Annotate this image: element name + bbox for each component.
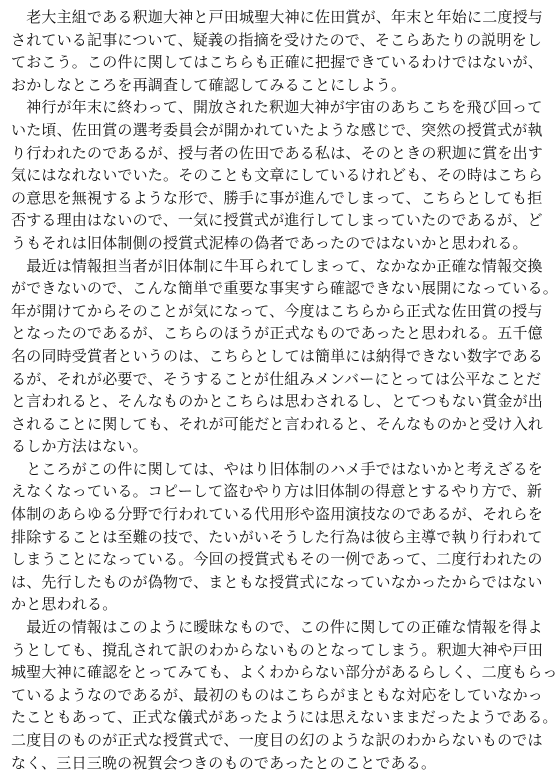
paragraph (11, 616, 558, 774)
text-line: ているようなのであるが、最初のものはこちらがまともな対応をしていなかっ (11, 685, 544, 704)
text-line: の意思を無視するような形で、勝手に事が進んでしまって、こちらとしても拒 (11, 188, 543, 207)
text-line: 最近は情報担当者が旧体制に牛耳られてしまって、なかなか正確な情報交換 (11, 256, 543, 275)
text-line: 二度目のものが正式な授賞式で、一度目の幻のような訳のわからないものでは (11, 731, 543, 749)
text-line: 最近の情報はこのように曖昧なもので、この件に関しての正確な情報を得よ (11, 618, 543, 637)
text-line: うもそれは旧体制側の授賞式泥棒の偽者であったのではないかと思われる。 (11, 233, 528, 252)
text-line: り行われたのであるが、授与者の佐田である私は、そのときの釈迦に賞を出す (11, 143, 544, 162)
text-line: うとしても、撹乱されて訳のわからないものとなってしまう。釈迦大神や戸田 (11, 640, 544, 659)
paragraph (11, 458, 544, 616)
paragraph (11, 96, 544, 254)
text-line: いた頃、佐田賞の選考委員会が開かれていたような感じで、突然の授賞式が執 (11, 120, 543, 139)
text-line: は、先行したものが偽物で、まともな授賞式になっていなかったからではない (11, 572, 543, 591)
text-line: えなくなっている。コピーして盗むやり方は旧体制の得意とするやり方で、新 (11, 482, 543, 501)
text-line: となったのであるが、こちらのほうが正式なものであったと思われる。五千億 (11, 324, 543, 343)
text-line: 名の同時受賞者というのは、こちらとしては簡単には納得できない数字である (11, 346, 544, 365)
text-line: るしか方法はない。 (11, 437, 148, 456)
text-line: ておこう。この件に関してはこちらも正確に把握できているわけではないが、 (11, 53, 544, 72)
text-line: るが、それが必要で、そうすることが仕組みメンバーにとっては公平なことだ (11, 369, 542, 388)
text-line: されることに関しても、それが可能だと言われると、そんなものかと受け入れ (11, 414, 544, 433)
text-line: 排除することは至難の技で、たいがいそうした行為は彼ら主導で執り行われて (11, 527, 543, 546)
text-line: 年が開けてからそのことが気になって、今度はこちらから正式な佐田賞の授与 (11, 301, 543, 320)
text-line: 気にはなれないでいた。そのことも文章にしているけれども、その時はこちら (11, 166, 544, 185)
paragraph (11, 6, 544, 96)
text-line: されている記事について、疑義の指摘を受けたので、そこらあたりの説明をし (11, 30, 543, 49)
text-line: おかしなところを再調査して確認してみることにしよう。 (11, 75, 407, 94)
text-line: ところがこの件に関しては、やはり旧体制のハメ手ではないかと考えざるを (11, 459, 544, 478)
text-line: ができないので、こんな簡単で重要な事実すら確認できない展開になっている。 (11, 279, 558, 298)
text-line: 老大主組である釈迦大神と戸田城聖大神に佐田賞が、年末と年始に二度授与 (11, 8, 544, 26)
text-line: 神行が年末に終わって、開放された釈迦大神が宇宙のあちこちを飛び回って (11, 98, 543, 117)
text-line: かと思われる。 (11, 595, 118, 614)
text-line: しまうことになっている。今回の授賞式もその一例であって、二度行われたの (11, 550, 543, 569)
text-line: たこともあって、正式な儀式があったようには思えないままだったようである。 (11, 708, 558, 727)
text-line: と言われると、そんなものかとこちらは思わされるし、とてつもない賞金が出 (11, 392, 544, 411)
text-line: 城聖大神に確認をとってみても、よくわからない部分があるらしく、二度もらっ (11, 663, 558, 682)
text-line: なく、三日三晩の祝賀会つきのものであったとのことである。 (11, 753, 437, 772)
paragraph (11, 255, 558, 458)
text-line: 体制のあらゆる分野で行われている代用形や盗用演技なのであるが、それらを (11, 505, 544, 524)
text-line: 否する理由はないので、一気に授賞式が進行してしまっていたのであるが、ど (11, 211, 543, 230)
